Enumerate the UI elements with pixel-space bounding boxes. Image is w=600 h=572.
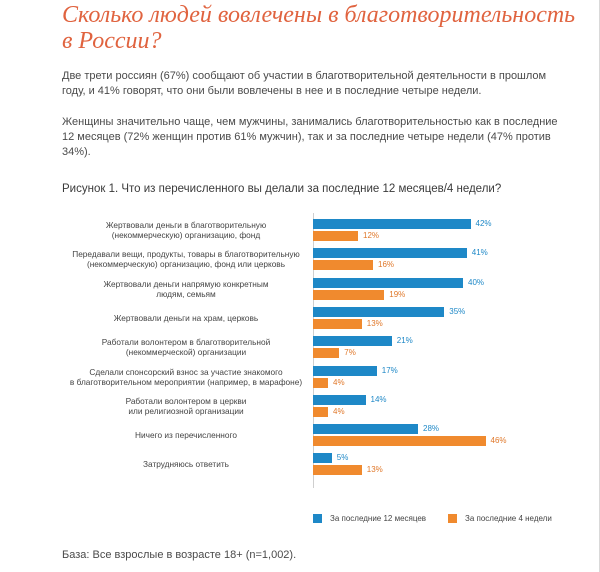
title-line-2: в России?: [62, 28, 162, 54]
category-label: [66, 367, 306, 387]
bar-12-months: [313, 219, 471, 229]
legend-label-12-months: За последние 12 месяцев: [330, 514, 427, 523]
category-label-line: Сделали спонсорский взнос за участие знакомого: [89, 366, 283, 377]
data-label: 17%: [381, 365, 398, 375]
category-label-line: Жертвовали деньги на храм, церковь: [113, 312, 259, 323]
intro-paragraph-2: Женщины значительно чаще, чем мужчины, занимались благотворительностью как в последние 12 месяцев (72% женщин против 61% мужчин), так и за последние четыре недели (47% против 34%).: [62, 116, 558, 158]
category-label-line: Жертвовали деньги напрямую конкретным: [103, 278, 269, 289]
bar-4-weeks: [313, 348, 339, 358]
legend-swatch-blue: [313, 514, 322, 523]
data-label: 13%: [366, 465, 383, 475]
bar-4-weeks: [313, 231, 358, 241]
data-label: 28%: [423, 424, 440, 434]
data-label: 40%: [468, 277, 485, 287]
data-label: 35%: [449, 306, 466, 316]
data-label: 13%: [366, 318, 383, 328]
intro-paragraph-1: Две трети россиян (67%) сообщают об участии в благотворительной деятельности в прошлом году, и 41% говорят, что они были вовлечены в нее и в последние четыре недели.: [62, 70, 547, 97]
base-note: База: Все взрослые в возрасте 18+ (n=1,002).: [62, 549, 297, 561]
category-label-line: (некоммерческую) организацию, фонд или церковь: [86, 259, 286, 270]
legend-swatch-orange: [448, 514, 457, 523]
category-label-line: в благотворительном мероприятии (например, в марафоне): [69, 376, 303, 387]
bar-4-weeks: [313, 378, 328, 388]
legend-label-4-weeks: За последние 4 недели: [465, 514, 552, 523]
bar-12-months: [313, 395, 366, 405]
data-label: 14%: [370, 394, 387, 404]
bar-12-months: [313, 424, 418, 434]
data-label: 21%: [396, 336, 413, 346]
category-label-line: или религиозной организации: [128, 405, 244, 416]
category-label-line: (некоммерческой) организации: [125, 347, 247, 358]
bar-12-months: [313, 336, 392, 346]
page-title: [62, 2, 582, 54]
bar-chart: [0, 205, 600, 505]
data-label: 16%: [378, 260, 395, 270]
data-label: 5%: [336, 453, 349, 463]
data-label: 4%: [333, 406, 345, 416]
data-label: 41%: [471, 248, 488, 258]
data-label: 42%: [475, 219, 492, 228]
category-label: [66, 313, 306, 323]
legend-item-12-months: [313, 514, 426, 523]
bar-12-months: [313, 453, 332, 463]
category-label: [66, 337, 306, 357]
title-line-1: Сколько людей вовлечены в благотворительность: [62, 2, 576, 28]
category-label: [66, 220, 306, 240]
category-label: [66, 249, 306, 269]
category-label: [66, 396, 306, 416]
category-label-line: людям, семьям: [156, 288, 216, 299]
legend-item-4-weeks: [448, 514, 552, 523]
category-label-line: Жертвовали деньги в благотворительную: [105, 220, 267, 230]
category-label: [66, 459, 306, 469]
category-label-line: Работали волонтером в церкви: [125, 395, 247, 406]
category-label-line: Затрудняюсь ответить: [143, 459, 229, 470]
data-label: 19%: [389, 289, 406, 299]
category-label-line: Передавали вещи, продукты, товары в благотворительную: [72, 249, 300, 260]
bar-4-weeks: [313, 407, 328, 417]
bar-12-months: [313, 278, 463, 288]
data-label: 46%: [490, 436, 507, 446]
data-label: 7%: [344, 348, 356, 358]
figure-title: Рисунок 1. Что из перечисленного вы делали за последние 12 месяцев/4 недели?: [62, 183, 502, 195]
bar-12-months: [313, 307, 444, 317]
data-label: 4%: [333, 377, 345, 387]
bar-12-months: [313, 248, 467, 258]
bar-4-weeks: [313, 436, 486, 446]
bar-12-months: [313, 366, 377, 376]
bar-4-weeks: [313, 465, 362, 475]
bar-4-weeks: [313, 319, 362, 329]
category-label-line: Работали волонтером в благотворительной: [101, 337, 271, 348]
bar-4-weeks: [313, 290, 384, 300]
category-label-line: (некоммерческую) организацию, фонд: [111, 230, 261, 240]
category-label: [66, 430, 306, 440]
category-label-line: Ничего из перечисленного: [135, 430, 237, 441]
data-label: 12%: [363, 231, 380, 240]
category-label: [66, 279, 306, 299]
bar-4-weeks: [313, 260, 373, 270]
